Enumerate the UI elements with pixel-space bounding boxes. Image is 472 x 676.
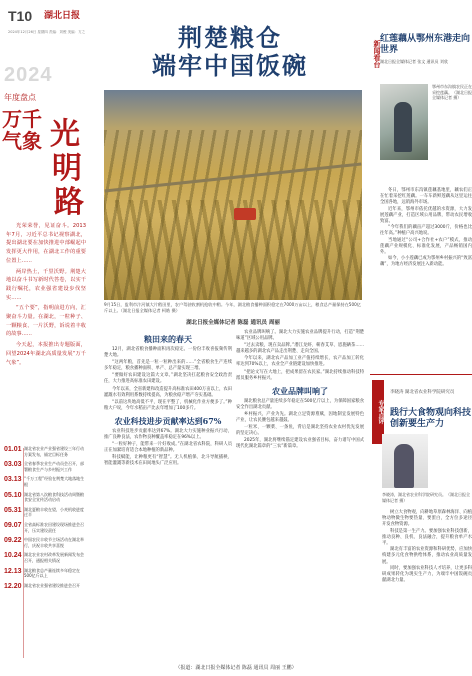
intro-paragraph: “五个要”，指明前进方向，汇聚奋斗力量。在湖北，一粒种子、一颗粮食、一片沃野，诉说着丰收的故事…… (6, 305, 86, 338)
column-tag-expert: 专家点评 (372, 380, 384, 444)
timeline-item (4, 568, 88, 579)
timeline-text: 湖北夏粮丰收在望，小麦机收进度过半 (24, 506, 84, 518)
paragraph: “要做好农田建设这篇大文章。”湖北坚决扛起粮食安全政治责任，大力推进高标准农田建设。 (104, 373, 232, 385)
timeline-text: 中国农民丰收节主场活动在湖北举行，庆祝丰收共享喜悦 (24, 537, 84, 548)
timeline-item (4, 446, 88, 457)
timeline-item (4, 552, 88, 563)
lotus-root-photo (380, 84, 428, 160)
timeline-text: 湖北省第八次粮食科技活动周暨粮食安全宣传活动启动 (24, 491, 84, 503)
paragraph: “把论文写在大地上，把成果留在农民家。”湖北持续推动科技特派员服务乡村振兴。 (236, 369, 364, 381)
paragraph: 科技赋能，让种粮更有“智慧”。无人机植保、北斗导航插秧、智能灌溉等新技术在田间地头广泛应用。 (104, 455, 232, 467)
paragraph: 如今，小小莲藕已成为鄂州乡村振兴的“致富藕”，为地方经济发展注入新动能。 (380, 256, 472, 268)
calligraphy-char-2: 明 (52, 151, 82, 186)
paragraph: 农业品牌叫响了。湖北大力实施农业品牌提升行动，打造“荆楚味道”区域公用品牌。 (236, 330, 364, 342)
intro-paragraph: 两岸热土，千里沃野。荆楚大地以奋斗书写新时代答卷，以实干践行嘱托，农业强省建设步伐坚实…… (6, 268, 86, 301)
main-article (92, 0, 368, 676)
expert-title: 李晓涛 湖北省农业科学院研究员 (390, 390, 455, 395)
timeline-item (4, 507, 88, 518)
harvest-photo (104, 90, 362, 300)
paragraph: “一粒好种子，能带来一片好收成。”在湖北省农科院，科研人员正在加紧培育适合本地种植的新品种。 (104, 442, 232, 454)
side-headline-1: 红莲藕从鄂州东港走向世界 (380, 34, 471, 55)
calligraphy-char-1: 光 (50, 117, 80, 152)
paragraph: 同时，要加强农业科技人才培养，让更多科研成果转化为现实生产力，为端牢中国饭碗贡献湖北力量。 (382, 565, 472, 584)
intro-text (6, 222, 86, 369)
subheading: 农业品牌叫响了 (272, 385, 328, 396)
paragraph: 冬日，鄂州市东沟镇莲藕基地里，藕农们正在忙着采挖红莲藕。一车车新鲜莲藕从这里运往全国各地，远销海外市场。 (380, 188, 472, 206)
timeline-text: “千万工程”经验在荆楚大地落地生根 (24, 476, 85, 487)
timeline-date: 05.10 (4, 491, 22, 499)
paragraph: 农业科技进步贡献率达到67%。湖北大力实施种业振兴行动，推广良种良法，农作物良种覆盖率稳定在96%以上。 (104, 428, 232, 441)
subheading: 农业科技进步贡献率达到67% (114, 415, 222, 426)
expert-portrait (382, 434, 428, 488)
timeline-date: 09.07 (4, 521, 22, 529)
photo-caption: 9月15日，监利市汴河镇大片稻田里，农户驾驶收割机抢收中稻。今年，湖北粮食播种面积稳定在7000万亩以上，粮食总产量保持在500亿斤以上。（湖北日报全媒体记者 柯皓 摄） (104, 302, 361, 313)
intro-paragraph: 今天起，本报推出专题版面，回望2024年湖北高质量发展“万千气象”。 (6, 342, 86, 366)
paragraph: “今年我们的藕亩产超过3000斤，价格也比往年高。”种植户高兴地说。 (380, 225, 472, 237)
paragraph: 今年以来，湖北农产品加工业产值持续增长，农产品加工转化率达到70%以上，农业全产业链建设加快推进。 (236, 356, 364, 368)
brand-logo: 湖北日报 (44, 11, 81, 21)
timeline-date: 12.13 (4, 567, 22, 575)
paragraph: 乡村振兴，产业为先。湖北立足资源禀赋，因地制宜发展特色产业，让农民腰包越来越鼓。 (236, 411, 364, 424)
timeline-text: 湖北省农业强省建设推进会召开 (24, 582, 80, 588)
paragraph: 近年来，鄂州市依托优越的水资源，大力发展莲藕产业，打造区域公用品牌，带动农民增收致富。 (380, 206, 472, 225)
timeline-item (4, 522, 88, 533)
timeline (4, 446, 88, 594)
person-figure (394, 102, 412, 152)
year-tag: 年度盘点 (4, 93, 36, 102)
byline: 湖北日报全媒体记者 陈磊 通讯员 周丽 (186, 320, 280, 326)
paragraph: 今年以来，全省新建和改造提升高标准农田400万亩以上，农田灌溉水有效利用系数持续提高，为粮食稳产增产夯实基础。 (104, 386, 232, 398)
headline-line-1: 荆楚粮仓 (178, 23, 282, 52)
paragraph: “以前这块地高低不平，现在平整了，机械化作业方便多了。”种粮大户说，今年水稻亩产比去年增加了100多斤。 (104, 399, 232, 411)
intro-paragraph: 光荣荣誉，见证奋斗。2013年7月，习近平总书记视察湖北，提出湖北要在加快推进中部崛起中发挥更大作用，在湖北工作的重要位置上…… (6, 223, 86, 264)
side-photo-caption-2: 李晓涛，湖北省农业科学院研究员。（湖北日报全媒体记者 摄） (382, 492, 470, 503)
calligraphy-title (48, 110, 90, 220)
timeline-item (4, 461, 88, 472)
timeline-item (4, 476, 88, 487)
article-column-a (104, 330, 232, 469)
paragraph: 2025年，湖北将继续锚定建设农业强省目标，奋力谱写中国式现代化湖北篇章的“三农”新篇章。 (236, 438, 364, 450)
timeline-text: 全省春季农业生产动员会召开，部署粮食生产与乡村振兴工作 (24, 461, 84, 472)
person-figure (394, 444, 414, 488)
harvester (234, 208, 256, 220)
issue-line: 2024年12月26日 星期四 责编：刘俊 美编：方之 (8, 30, 86, 34)
article-column-b (236, 330, 364, 452)
side-article-2 (382, 510, 472, 584)
section-title: 万千气象 (2, 107, 42, 153)
paragraph: 科技是第一生产力。要加强农业科技创新，推动良种、良机、良法融合，提升粮食单产水平。 (382, 528, 472, 547)
divider (370, 374, 472, 375)
timeline-date: 09.22 (4, 537, 22, 545)
timeline-date: 05.31 (4, 506, 22, 514)
paragraph: 12月，湖北省粮食播种面积再次稳定。一份份丰收喜报频传荆楚大地。 (104, 347, 232, 359)
page-number: T10 (8, 8, 33, 24)
timeline-date: 10.24 (4, 552, 22, 560)
paragraph: 当地通过“公司+合作社+农户”模式，推动莲藕产业规模化、标准化发展，产品畅销国内外。 (380, 237, 472, 256)
side-headline-2: 践行大食物观向科技创新要生产力 (390, 408, 472, 429)
timeline-date: 03.03 (4, 461, 22, 469)
paragraph: 一粒米、一颗菜、一条鱼，背后是湖北坚持农业农村优先发展的坚定决心。 (236, 425, 364, 437)
paragraph: 湖北粮食总产量连续多年稳定在500亿斤以上，为保障国家粮食安全作出湖北贡献。 (236, 398, 364, 410)
side-article-1 (380, 188, 472, 269)
left-column (0, 0, 90, 676)
right-column (370, 0, 472, 676)
paragraph: 树立大食物观，向耕地草原森林海洋、向植物动物微生物要热量、要蛋白，全方位多途径开发食物资源。 (382, 510, 472, 528)
side-byline-1: 湖北日报全媒体记者 张文 通讯员 刘欣 (380, 59, 448, 64)
side-photo-caption-1: 鄂州市东沟镇农民正在采挖莲藕。（湖北日报全媒体记者 摄） (432, 84, 472, 101)
paragraph: 湖北有丰富的农业资源和科研优势，应加快构建多元化食物供给体系，推动农业高质量发展。 (382, 547, 472, 565)
timeline-text: 湖北农业农村改革发展新闻发布会召开，通报相关情况 (24, 552, 84, 563)
timeline-item (4, 537, 88, 548)
field-foreground (104, 200, 362, 300)
calligraphy-char-3: 路 (54, 185, 84, 220)
timeline-date: 03.13 (4, 476, 22, 484)
footer-credit: （报道：湖北日报全媒体记者 陈磊 通讯员 周丽 王鹏） (175, 665, 297, 671)
timeline-item (4, 583, 88, 590)
headline-line-2: 端牢中国饭碗 (152, 51, 308, 80)
paragraph: “这两年粮，首先是一粒一粒种出来的……”全省粮食生产连续多年稳定，粮食播种面积、单产、总产量实现三增。 (104, 360, 232, 372)
column-tag-news: 新闻看台 (373, 40, 381, 68)
timeline-date: 12.20 (4, 582, 22, 590)
timeline-date: 01.01 (4, 446, 22, 453)
timeline-text: 湖北粮食总产量连续多年稳定在500亿斤以上 (24, 567, 80, 579)
paragraph: “过去卖粮，现在卖品牌。”潜江龙虾、蕲春艾草、恩施硒茶……越来越多的湖北农产品走出荆楚、走向全国。 (236, 343, 364, 355)
subheading: 粮田来的春天 (144, 334, 192, 344)
year-label: 2024 (4, 64, 53, 86)
timeline-text: 全省高标准农田建设现场推进会召开，压实建设责任 (24, 521, 84, 533)
timeline-text: 湖北省农业产业强省建设三年行动方案发布，锚定目标任务 (24, 446, 84, 457)
timeline-item (4, 492, 88, 503)
headline (92, 24, 368, 80)
masthead (6, 6, 86, 44)
